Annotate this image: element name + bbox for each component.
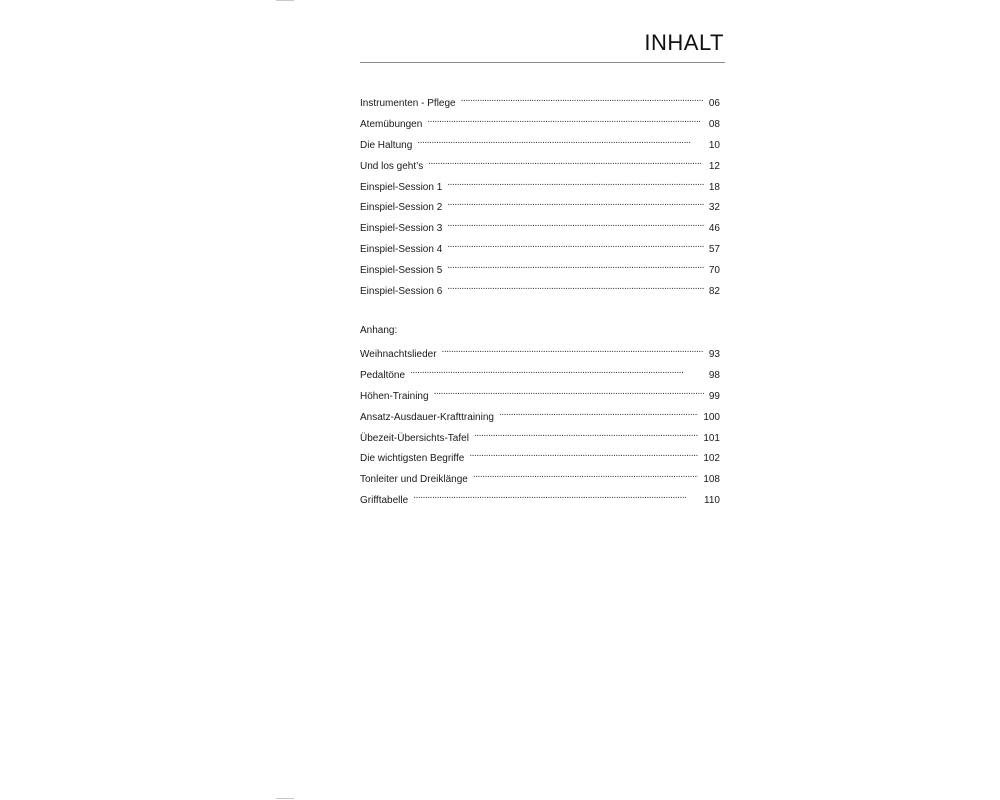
- toc-entry[interactable]: [360, 157, 720, 178]
- dot-leader: [499, 409, 698, 421]
- toc-entry-label: Pedaltöne: [360, 369, 406, 381]
- toc-entry-page: 110: [704, 495, 720, 507]
- dot-leader: [473, 471, 698, 483]
- toc-entry[interactable]: [360, 345, 720, 366]
- dot-leader: [447, 199, 704, 211]
- toc-entry-page: 32: [708, 202, 720, 214]
- toc-main-list: [360, 94, 720, 303]
- title-divider: [360, 62, 725, 63]
- toc-entry[interactable]: [360, 136, 720, 157]
- toc-entry[interactable]: [360, 282, 720, 303]
- toc-entry-label: Ansatz-Ausdauer-Krafttraining: [360, 411, 494, 423]
- toc-entry-label: Die wichtigsten Begriffe: [360, 453, 465, 465]
- toc-entry-page: 18: [708, 181, 720, 193]
- toc-entry-page: 93: [708, 349, 720, 360]
- toc-entry-page: 70: [708, 265, 720, 277]
- dot-leader: [447, 283, 704, 295]
- toc-entry-label: Grifftabelle: [360, 495, 409, 507]
- toc-entry-label: Weihnachtslieder: [360, 349, 437, 360]
- toc-entry[interactable]: [360, 408, 720, 429]
- toc-entry-page: 08: [708, 118, 720, 130]
- toc-entry-label: Einspiel-Session 6: [360, 286, 443, 298]
- toc-entry[interactable]: [360, 240, 720, 261]
- toc-entry[interactable]: [360, 94, 720, 115]
- toc-entry[interactable]: [360, 115, 720, 136]
- toc-entry-label: Übezeit-Übersichts-Tafel: [360, 432, 469, 444]
- toc-entry-label: Tonleiter und Dreiklänge: [360, 474, 468, 486]
- toc-entry[interactable]: [360, 387, 720, 408]
- toc-entry[interactable]: [360, 366, 720, 387]
- toc-entry-label: Einspiel-Session 2: [360, 202, 443, 214]
- dot-leader: [434, 388, 704, 400]
- toc-entry-label: Die Haltung: [360, 139, 413, 151]
- toc-entry[interactable]: [360, 429, 720, 450]
- toc-entry-label: Einspiel-Session 4: [360, 244, 443, 256]
- toc-entry-label: Einspiel-Session 1: [360, 181, 443, 193]
- toc-entry-page: 108: [703, 474, 720, 486]
- toc-entry-page: 101: [703, 432, 720, 444]
- toc-entry-label: Höhen-Training: [360, 390, 429, 402]
- toc-entry[interactable]: [360, 491, 720, 512]
- crop-mark-bottom: [276, 798, 294, 799]
- toc-entry[interactable]: [360, 470, 720, 491]
- toc-entry-label: Instrumenten - Pflege: [360, 98, 456, 109]
- dot-leader: [447, 220, 704, 232]
- toc-entry[interactable]: [360, 219, 720, 240]
- page-title: INHALT: [644, 30, 724, 55]
- toc-entry-label: Einspiel-Session 3: [360, 223, 443, 235]
- dot-leader: [410, 367, 704, 379]
- toc-entry-page: 12: [708, 160, 720, 172]
- dot-leader: [474, 430, 698, 442]
- dot-leader: [461, 95, 704, 107]
- toc-entry[interactable]: [360, 449, 720, 470]
- toc-entry-page: 57: [708, 244, 720, 256]
- crop-mark-top: [276, 0, 294, 1]
- appendix-heading: Anhang:: [360, 325, 398, 336]
- dot-leader: [447, 262, 704, 274]
- toc-entry-page: 98: [708, 369, 720, 381]
- dot-leader: [427, 116, 704, 128]
- toc-appendix-list: [360, 345, 720, 512]
- dot-leader: [442, 346, 704, 358]
- toc-entry-label: Und los geht’s: [360, 160, 424, 172]
- toc-entry-page: 10: [708, 139, 720, 151]
- dot-leader: [413, 492, 699, 504]
- toc-entry[interactable]: [360, 198, 720, 219]
- toc-entry-label: Einspiel-Session 5: [360, 265, 443, 277]
- dot-leader: [447, 241, 704, 253]
- dot-leader: [417, 137, 704, 149]
- toc-entry-page: 100: [703, 411, 720, 423]
- toc-entry-page: 99: [708, 390, 720, 402]
- toc-entry-page: 06: [708, 98, 720, 109]
- toc-entry-label: Atemübungen: [360, 118, 423, 130]
- dot-leader: [469, 450, 698, 462]
- toc-entry-page: 82: [708, 286, 720, 298]
- toc-entry-page: 46: [708, 223, 720, 235]
- dot-leader: [428, 158, 704, 170]
- dot-leader: [447, 179, 704, 191]
- toc-entry-page: 102: [703, 453, 720, 465]
- toc-entry[interactable]: [360, 261, 720, 282]
- toc-entry[interactable]: [360, 178, 720, 199]
